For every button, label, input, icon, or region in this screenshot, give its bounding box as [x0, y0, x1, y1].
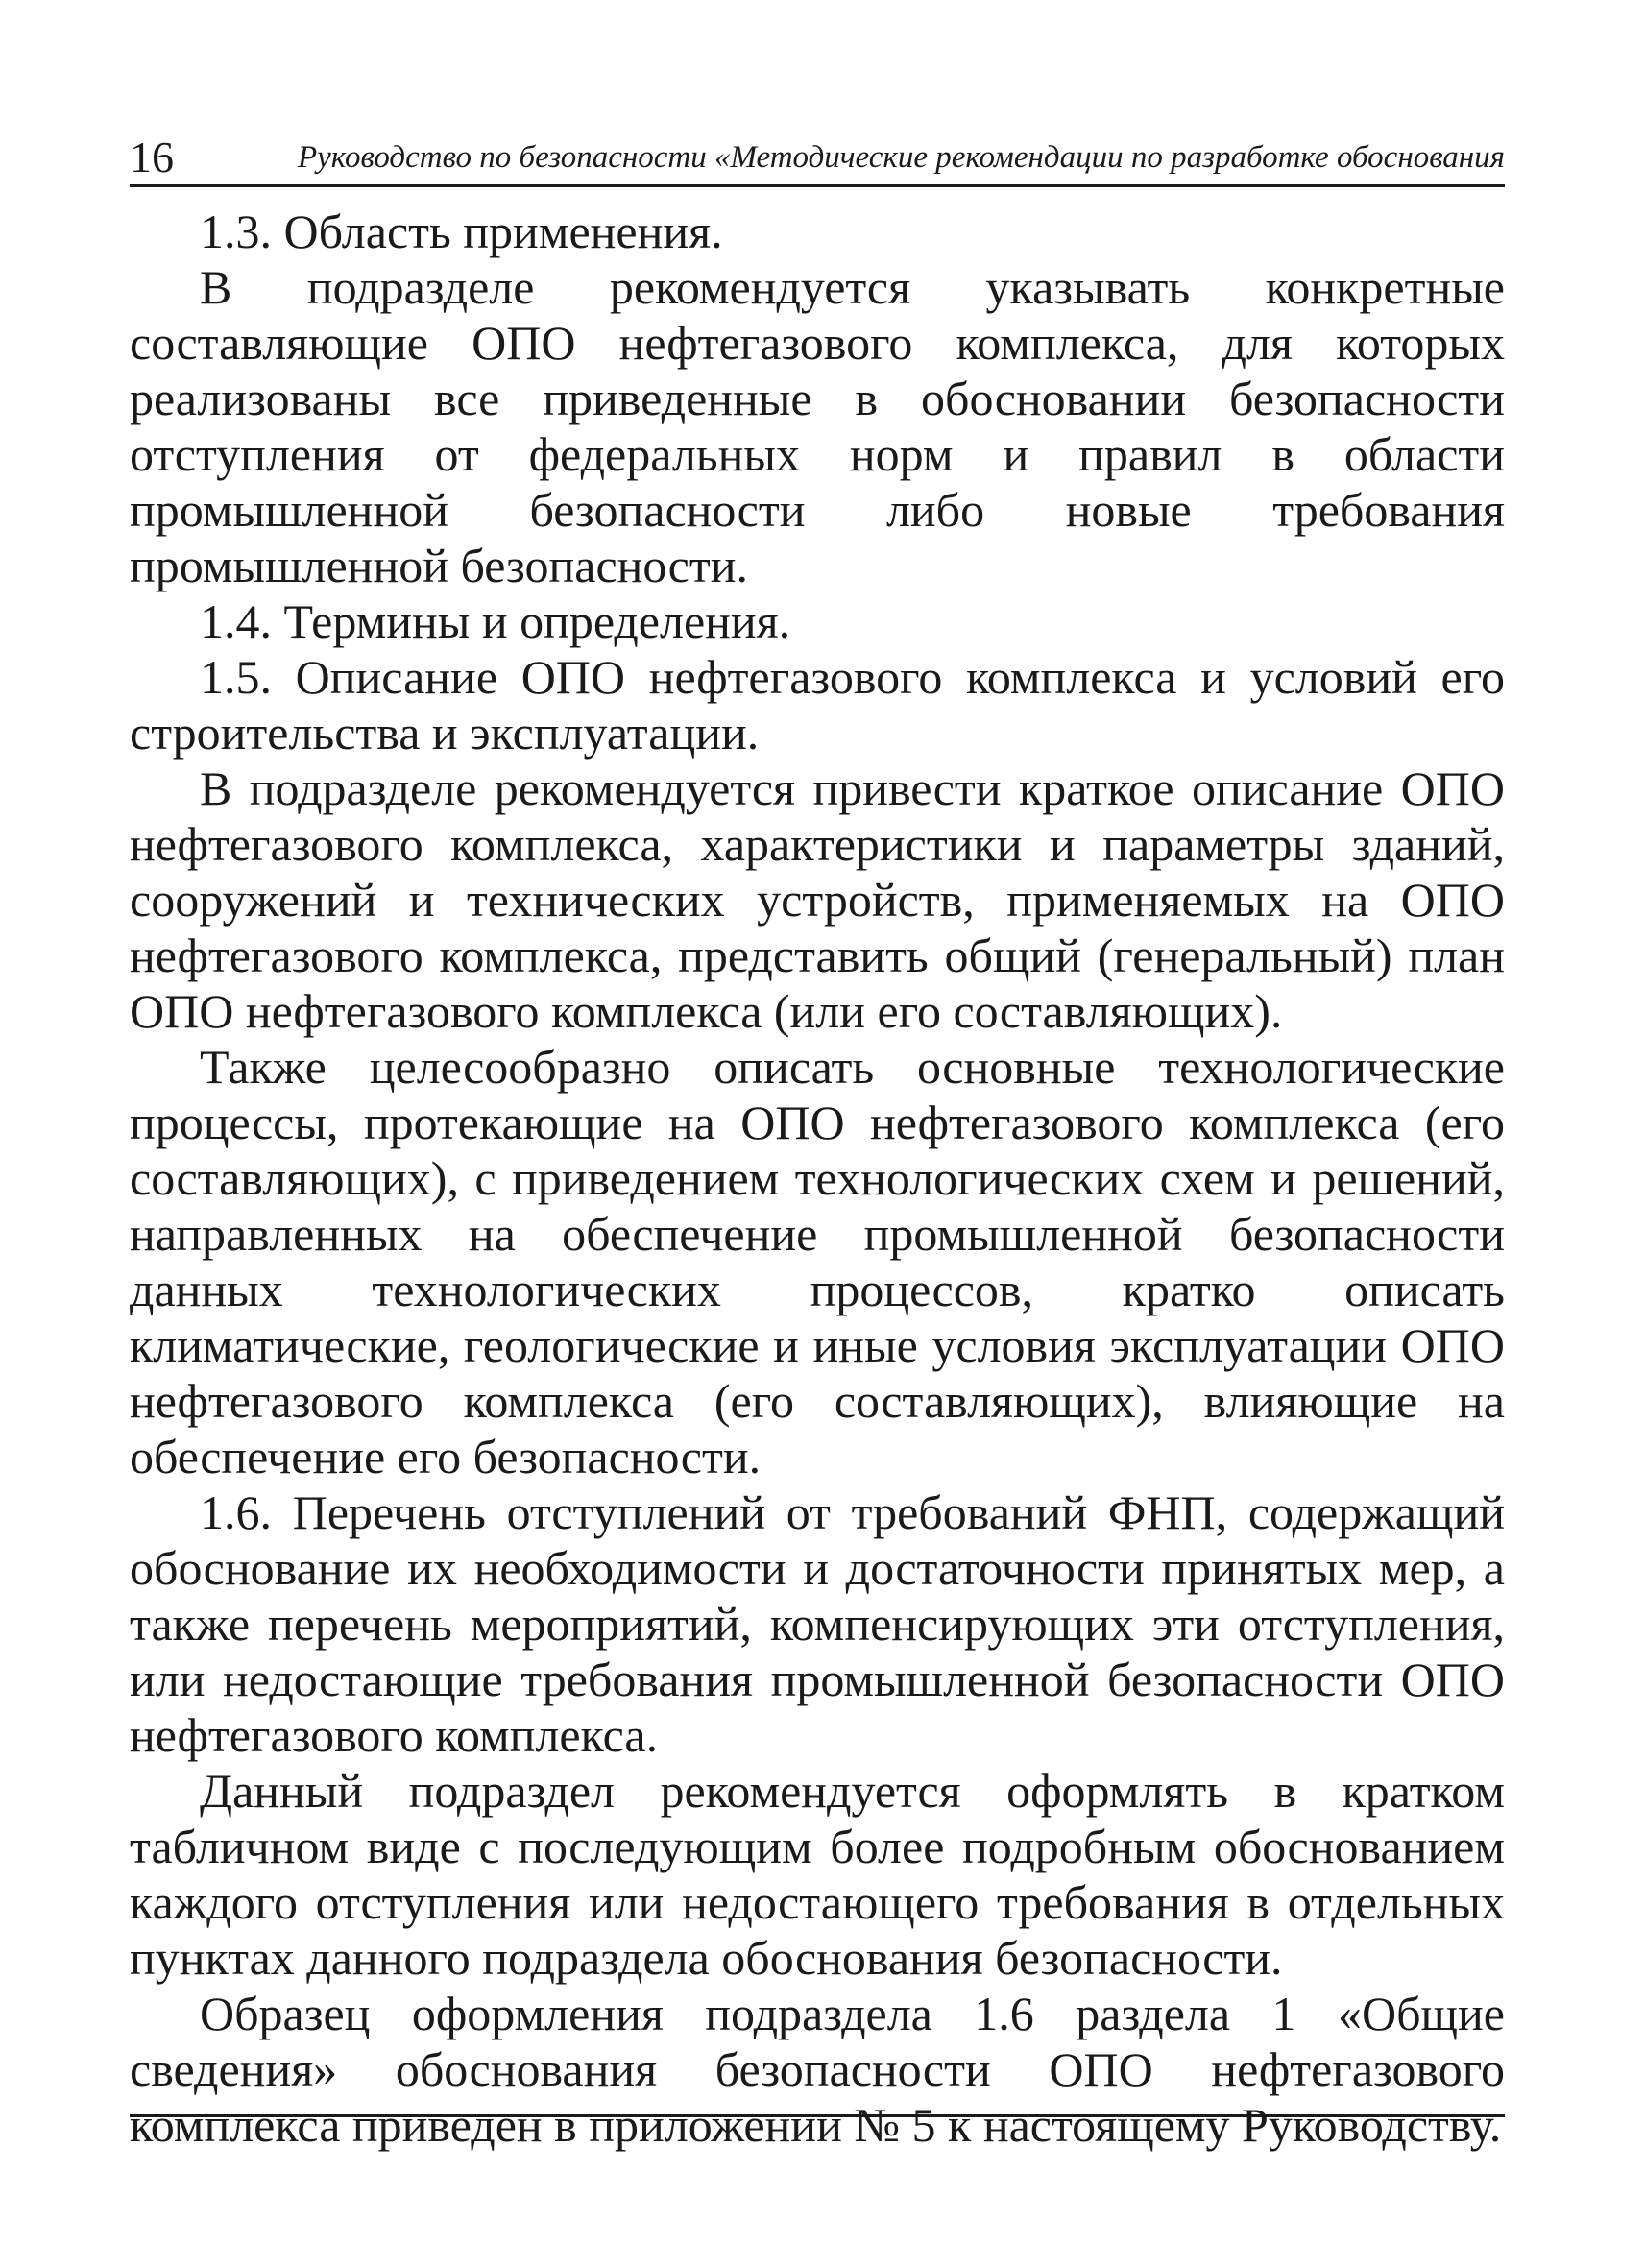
page-header [130, 133, 1505, 182]
paragraph-sample-reference: Образец оформления подраздела 1.6 раздела 1 «Общие сведения» обоснования безопасности ОПО нефтегазового комплекса приведен в приложении № 5 к настоящему Руководству. [130, 1987, 1505, 2152]
paragraph-table-format: Данный подраздел рекомендуется оформлять в кратком табличном виде с последующим более подробным обоснованием каждого отступления или недостающего требования в отдельных пунктах данного подраздела обоснования безопасности. [130, 1764, 1505, 1985]
header-rule [130, 184, 1505, 187]
body-text [130, 204, 1505, 2153]
section-heading-1-6: 1.6. Перечень отступлений от требований ФНП, содержащий обоснование их необходимости и достаточности принятых мер, а также перечень мероприятий, компенсирующих эти отступления, или недостающие требования промышленной безопасности ОПО нефтегазового комплекса. [130, 1485, 1505, 1762]
paragraph-processes: Также целесообразно описать основные технологические процессы, протекающие на ОПО нефтегазового комплекса (его составляющих), с приведением технологических схем и решений, направленных на обеспечение промышленной безопасности данных технологических процессов, кратко описать климатические, геологические и иные условия эксплуатации ОПО нефтегазового комплекса (его составляющих), влияющие на обеспечение его безопасности. [130, 1040, 1505, 1484]
paragraph-description: В подразделе рекомендуется привести краткое описание ОПО нефтегазового комплекса, характеристики и параметры зданий, сооружений и технических устройств, применяемых на ОПО нефтегазового комплекса, представить общий (генеральный) план ОПО нефтегазового комплекса (или его составляющих). [130, 761, 1505, 1038]
section-heading-1-4: 1.4. Термины и определения. [200, 594, 791, 648]
paragraph-scope: В подразделе рекомендуется указывать конкретные составляющие ОПО нефтегазового комплекса, для которых реализованы все приведенные в обосновании безопасности отступления от федеральных норм и правил в области промышленной безопасности либо новые требования промышленной безопасности. [130, 260, 1505, 592]
footer-rule [130, 2114, 1505, 2117]
running-title: Руководство по безопасности «Методические рекомендации по разработке обоснования [297, 140, 1505, 175]
section-heading-1-3: 1.3. Область применения. [200, 205, 723, 258]
page-number: 16 [130, 133, 174, 181]
section-heading-1-5: 1.5. Описание ОПО нефтегазового комплекса и условий его строительства и эксплуатации. [130, 650, 1505, 760]
